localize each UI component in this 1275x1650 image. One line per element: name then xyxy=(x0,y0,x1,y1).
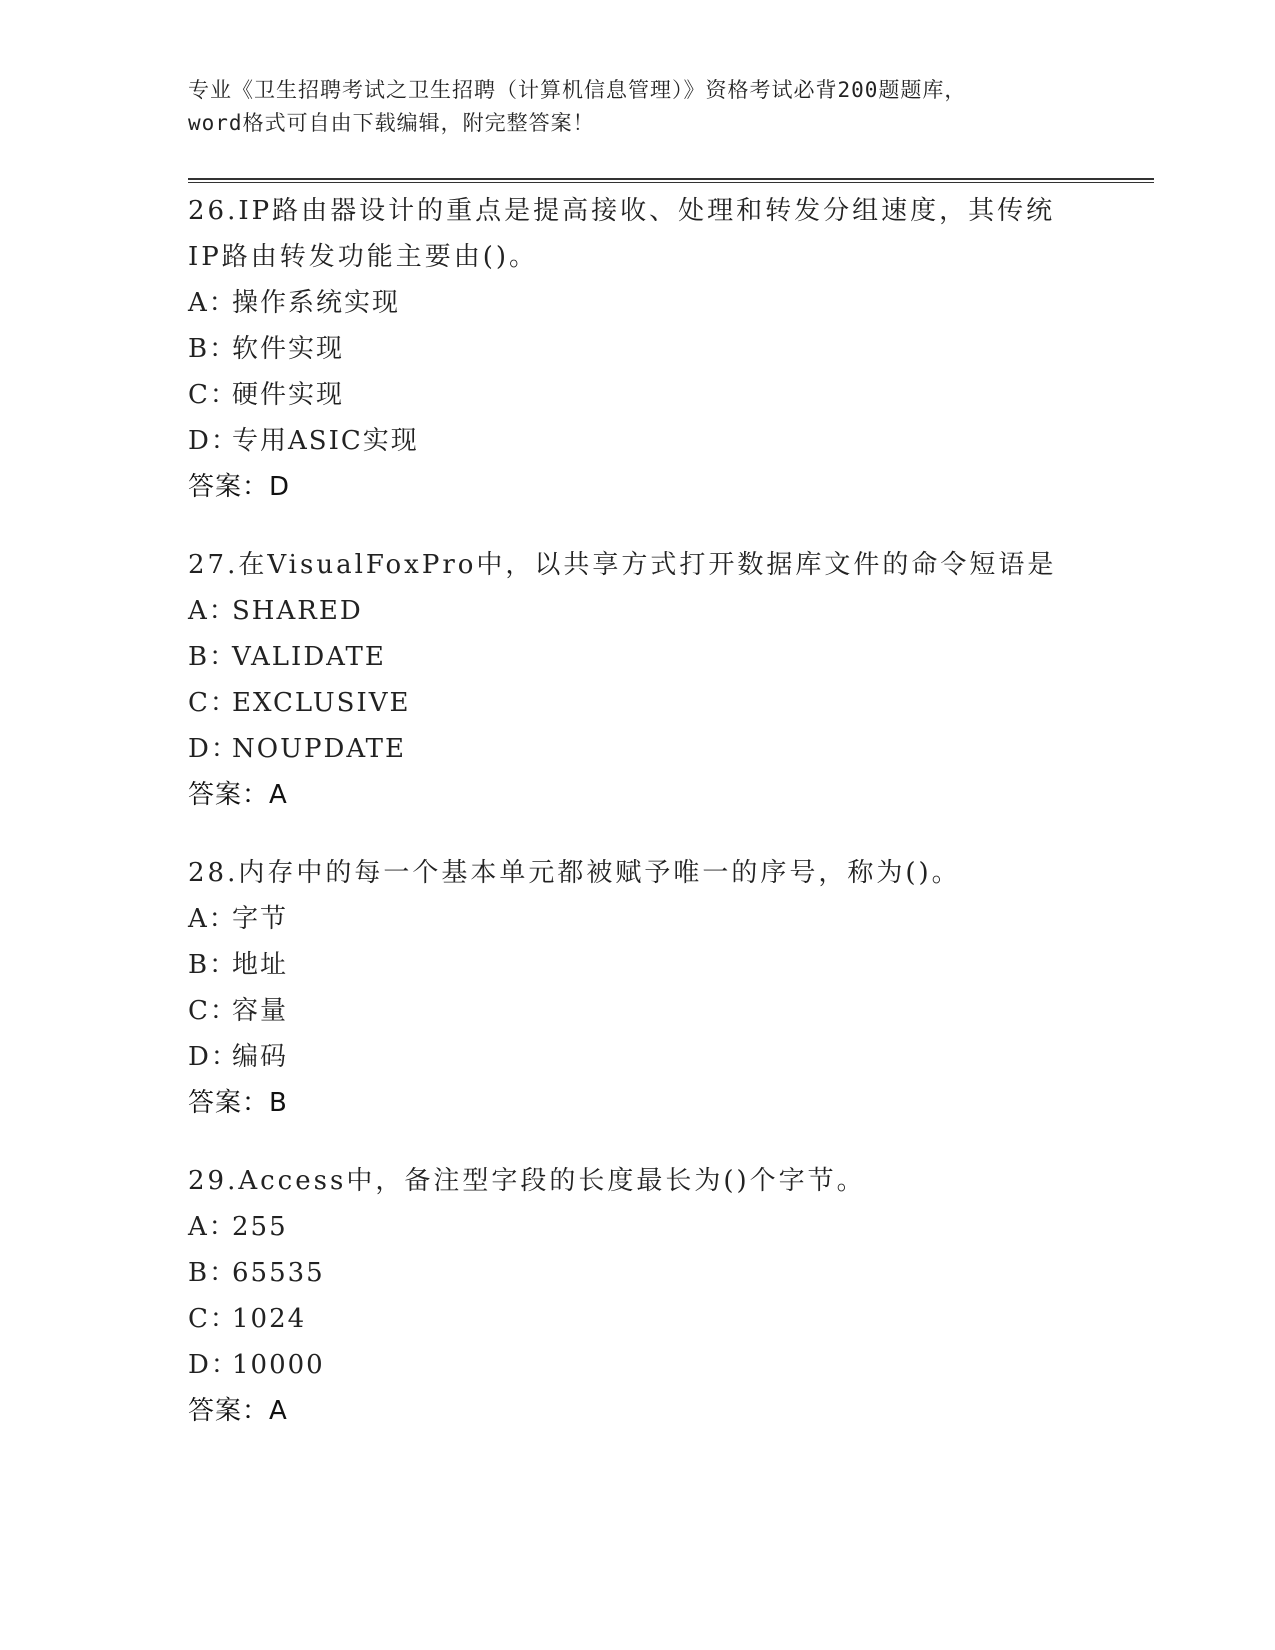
question-29 xyxy=(188,1158,1088,1434)
question-27 xyxy=(188,542,1088,818)
option-text: 专用ASIC实现 xyxy=(232,426,419,456)
option-key: D： xyxy=(188,426,239,456)
option-text: 255 xyxy=(232,1212,288,1242)
answer-line: 答案：B xyxy=(188,1088,288,1118)
header-divider-thin xyxy=(188,182,1154,183)
option-text: 字节 xyxy=(232,904,289,934)
option-key: C： xyxy=(188,996,238,1026)
option-b xyxy=(188,942,1088,988)
header-line-2: word格式可自由下载编辑，附完整答案！ xyxy=(188,111,595,135)
option-text: EXCLUSIVE xyxy=(232,688,411,718)
option-key: A： xyxy=(188,1212,237,1242)
option-text: 65535 xyxy=(232,1258,325,1288)
option-text: 容量 xyxy=(232,996,289,1026)
option-text: 硬件实现 xyxy=(232,380,345,410)
option-b xyxy=(188,1250,1088,1296)
option-text: 地址 xyxy=(232,950,289,980)
document-header xyxy=(188,74,1088,140)
option-text: 编码 xyxy=(232,1042,289,1072)
option-key: A： xyxy=(188,288,237,318)
option-d xyxy=(188,1034,1088,1080)
answer-line: 答案：D xyxy=(188,472,291,502)
option-key: D： xyxy=(188,1042,239,1072)
question-28 xyxy=(188,850,1088,1126)
question-stem: 28.内存中的每一个基本单元都被赋予唯一的序号，称为()。 xyxy=(188,858,961,888)
question-list xyxy=(188,188,1088,1466)
question-stem: 26.IP路由器设计的重点是提高接收、处理和转发分组速度，其传统 xyxy=(188,196,1056,226)
option-a xyxy=(188,896,1088,942)
answer-line: 答案：A xyxy=(188,1396,288,1426)
option-d xyxy=(188,1342,1088,1388)
option-key: B： xyxy=(188,334,238,364)
option-key: B： xyxy=(188,1258,238,1288)
option-key: B： xyxy=(188,642,238,672)
option-text: 软件实现 xyxy=(232,334,345,364)
question-stem-continued: IP路由转发功能主要由()。 xyxy=(188,242,539,272)
option-text: 10000 xyxy=(232,1350,325,1380)
option-key: B： xyxy=(188,950,238,980)
option-text: 1024 xyxy=(232,1304,307,1334)
option-a xyxy=(188,1204,1088,1250)
option-key: C： xyxy=(188,1304,238,1334)
option-key: C： xyxy=(188,380,238,410)
option-text: 操作系统实现 xyxy=(232,288,401,318)
header-divider-thick xyxy=(188,178,1154,180)
answer-line: 答案：A xyxy=(188,780,288,810)
question-stem: 27.在VisualFoxPro中，以共享方式打开数据库文件的命令短语是 xyxy=(188,550,1057,580)
option-c xyxy=(188,1296,1088,1342)
option-key: A： xyxy=(188,904,237,934)
option-key: D： xyxy=(188,734,239,764)
option-b xyxy=(188,634,1088,680)
option-c xyxy=(188,372,1088,418)
question-stem: 29.Access中，备注型字段的长度最长为()个字节。 xyxy=(188,1166,866,1196)
header-line-1: 专业《卫生招聘考试之卫生招聘（计算机信息管理）》资格考试必背200题题库， xyxy=(188,78,967,102)
option-b xyxy=(188,326,1088,372)
option-c xyxy=(188,680,1088,726)
question-26 xyxy=(188,188,1088,510)
option-d xyxy=(188,418,1088,464)
option-text: NOUPDATE xyxy=(232,734,406,764)
option-key: C： xyxy=(188,688,238,718)
option-key: A： xyxy=(188,596,237,626)
option-key: D： xyxy=(188,1350,239,1380)
option-c xyxy=(188,988,1088,1034)
option-d xyxy=(188,726,1088,772)
option-a xyxy=(188,280,1088,326)
option-a xyxy=(188,588,1088,634)
option-text: SHARED xyxy=(232,596,363,626)
option-text: VALIDATE xyxy=(232,642,386,672)
